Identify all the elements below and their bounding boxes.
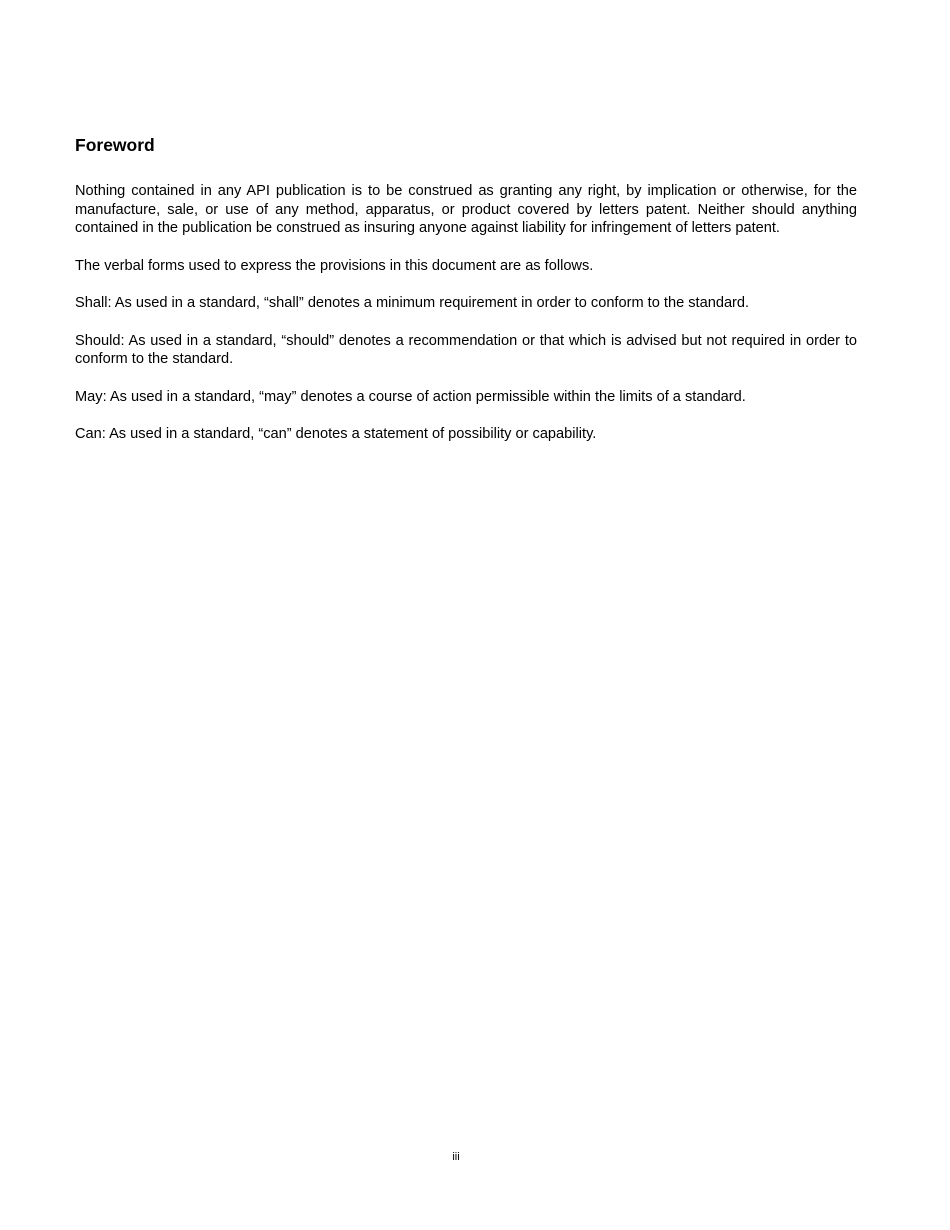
foreword-section — [75, 135, 857, 462]
paragraph-can: Can: As used in a standard, “can” denotes a statement of possibility or capability. — [75, 426, 597, 443]
paragraph-shall: Shall: As used in a standard, “shall” denotes a minimum requirement in order to conform to the standard. — [75, 295, 750, 312]
page-number: iii — [452, 1151, 460, 1163]
paragraph-should: Should: As used in a standard, “should” denotes a recommendation or that which is advised but not required in order to conform to the standard. — [75, 332, 857, 368]
paragraph-patent-disclaimer: Nothing contained in any API publication is to be construed as granting any right, by implication or otherwise, for the manufacture, sale, or use of any method, apparatus, or product covered by letters patent. Neither should anything contained in the publication be construed as insuring anyone against liability for infringement of letters patent. — [75, 183, 857, 237]
page-title: Foreword — [75, 135, 155, 155]
paragraph-may: May: As used in a standard, “may” denotes a course of action permissible within the limits of a standard. — [75, 388, 746, 405]
paragraph-verbal-forms-intro: The verbal forms used to express the provisions in this document are as follows. — [75, 257, 594, 274]
